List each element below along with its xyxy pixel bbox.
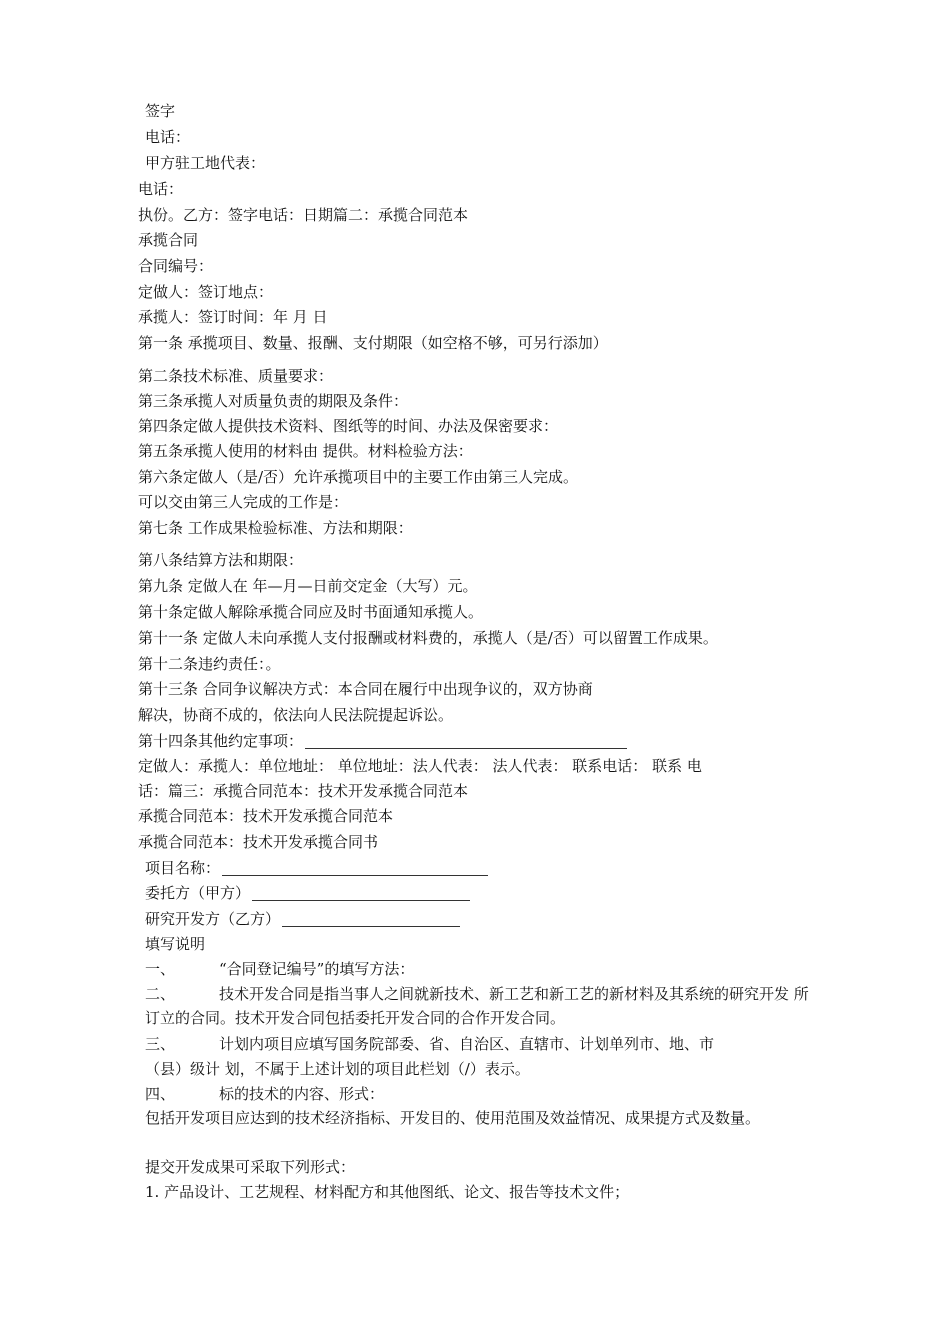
item-number: 一、 xyxy=(145,960,176,978)
text-line: 执份。乙方：签字电话：日期篇二：承揽合同范本 xyxy=(138,206,469,224)
text-line: 定做人：承揽人：单位地址： 单位地址：法人代表： 法人代表： 联系电话： 联系 电 xyxy=(138,757,702,775)
text-line: 第一条 承揽项目、数量、报酬、支付期限（如空格不够，可另行添加） xyxy=(138,334,608,352)
blank-line xyxy=(282,911,460,927)
item-text: “合同登记编号”的填写方法： xyxy=(219,960,415,978)
clause-14-label: 第十四条其他约定事项： xyxy=(138,732,304,750)
text-line: 话：篇三：承揽合同范本：技术开发承揽合同范本 xyxy=(138,782,469,800)
text-line: 承揽合同范本：技术开发承揽合同书 xyxy=(138,833,379,851)
item-number: 四、 xyxy=(145,1085,176,1103)
text-line: 定做人：签订地点： xyxy=(138,283,274,301)
item-text: 技术开发合同是指当事人之间就新技术、新工艺和新工艺的新材料及其系统的研究开发 所订立的合同。技术开发合同包括委托开发合同的合作开发合同。 xyxy=(145,985,809,1027)
item-number: 三、 xyxy=(145,1035,176,1053)
text-line: 第十一条 定做人未向承揽人支付报酬或材料费的，承揽人（是/否）可以留置工作成果。 xyxy=(138,629,718,647)
text-line: 第八条结算方法和期限： xyxy=(138,551,304,569)
developer-party-label: 研究开发方（乙方） xyxy=(145,910,281,928)
text-line: 第十三条 合同争议解决方式：本合同在履行中出现争议的，双方协商 xyxy=(138,680,593,698)
text-line xyxy=(145,858,825,878)
text-line: 第六条定做人（是/否）允许承揽项目中的主要工作由第三人完成。 xyxy=(138,468,579,486)
text-line: 第十条定做人解除承揽合同应及时书面通知承揽人。 xyxy=(138,603,484,621)
text-line: 第五条承揽人使用的材料由 提供。材料检验方法： xyxy=(138,442,473,460)
text-line: 承揽合同范本：技术开发承揽合同范本 xyxy=(138,807,394,825)
text-line: 签字 xyxy=(145,102,176,120)
text-line: 第七条 工作成果检验标准、方法和期限： xyxy=(138,519,413,537)
text-line: 承揽合同 xyxy=(138,231,199,249)
text-line: 1. 产品设计、工艺规程、材料配方和其他图纸、论文、报告等技术文件； xyxy=(145,1183,630,1201)
text-paragraph xyxy=(145,982,817,1030)
text-line: 可以交由第三人完成的工作是： xyxy=(138,493,349,511)
text-line: （县）级计 划，不属于上述计划的项目此栏划（/）表示。 xyxy=(145,1060,530,1078)
text-line: 电话： xyxy=(138,180,184,198)
blank-line xyxy=(222,860,488,876)
text-line: 第十二条违约责任：。 xyxy=(138,655,281,673)
text-line xyxy=(145,1084,825,1104)
text-line: 第二条技术标准、质量要求： xyxy=(138,367,334,385)
text-line: 解决，协商不成的，依法向人民法院提起诉讼。 xyxy=(138,706,454,724)
text-line: 电话： xyxy=(145,128,191,146)
text-line xyxy=(145,1034,825,1054)
blank-line xyxy=(252,885,470,901)
item-number: 二、 xyxy=(145,985,176,1003)
text-line: 提交开发成果可采取下列形式： xyxy=(145,1158,356,1176)
text-line xyxy=(145,883,825,903)
text-line: 填写说明 xyxy=(145,935,206,953)
text-line xyxy=(145,959,825,979)
text-line: 第九条 定做人在 年—月—日前交定金（大写）元。 xyxy=(138,577,478,595)
text-line: 第四条定做人提供技术资料、图纸等的时间、办法及保密要求： xyxy=(138,417,559,435)
item-text: 标的技术的内容、形式： xyxy=(219,1085,385,1103)
client-party-label: 委托方（甲方） xyxy=(145,884,251,902)
project-name-label: 项目名称： xyxy=(145,859,221,877)
text-line: 甲方驻工地代表： xyxy=(145,154,266,172)
item-text: 计划内项目应填写国务院部委、省、自治区、直辖市、计划单列市、地、市 xyxy=(219,1035,715,1053)
blank-line xyxy=(305,733,627,749)
text-line: 合同编号： xyxy=(138,257,214,275)
text-line xyxy=(138,731,818,751)
text-paragraph: 包括开发项目应达到的技术经济指标、开发目的、使用范围及效益情况、成果提方式及数量。 xyxy=(145,1109,761,1127)
text-line xyxy=(145,909,825,929)
text-line: 第三条承揽人对质量负责的期限及条件： xyxy=(138,392,409,410)
text-line: 承揽人：签订时间：年 月 日 xyxy=(138,308,328,326)
